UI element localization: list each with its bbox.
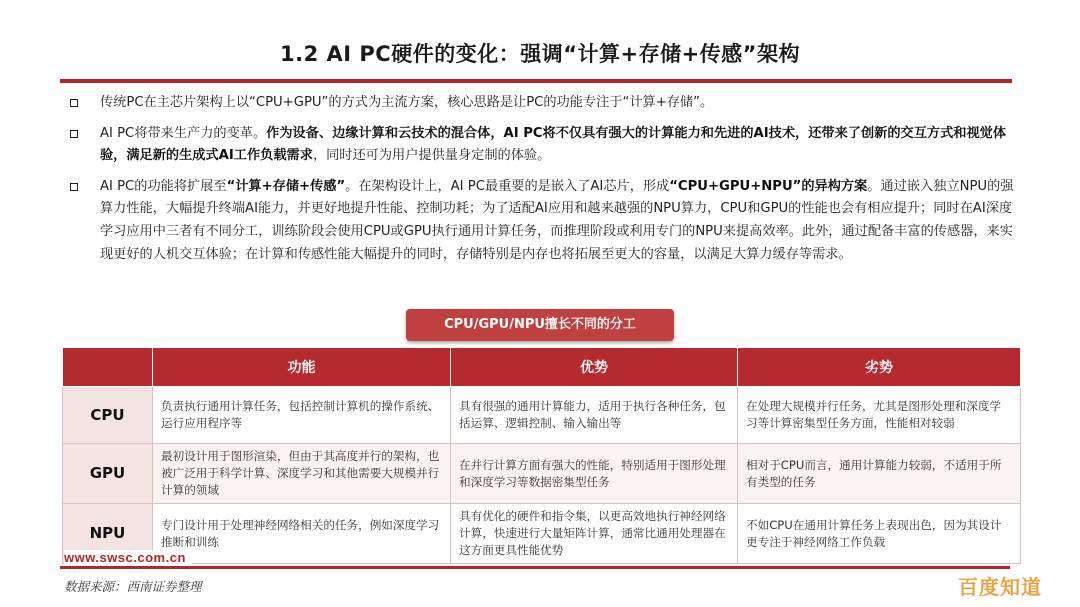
title-divider <box>60 79 1012 83</box>
page-title: 1.2 AI PC硬件的变化：强调“计算+存储+传感”架构 <box>280 42 800 66</box>
bullet-text <box>100 179 1013 262</box>
square-bullet-icon <box>70 130 78 138</box>
header-disadvantage: 劣势 <box>738 348 1021 387</box>
table-row <box>63 387 1021 444</box>
bullet-segment-bold: “计算+存储+传感” <box>226 178 346 194</box>
bullet-segment: AI PC将带来生产力的变革。 <box>100 125 267 141</box>
table-header-row <box>63 348 1021 387</box>
table-row <box>63 504 1021 564</box>
disadvantage-cell: 不如CPU在通用计算任务上表现出色，因为其设计更专注于神经网络工作负载 <box>738 504 1021 564</box>
bullet-segment: ，同时还可为用户提供量身定制的体验。 <box>312 148 551 164</box>
watermark-logo: 百度知道 <box>958 575 1042 599</box>
advantage-cell: 具有优化的硬件和指令集，以更高效地执行神经网络计算，快速进行大量矩阵计算，通常比通用处理器在这方面更具性能优势 <box>451 504 738 564</box>
square-bullet-icon <box>70 183 78 191</box>
header-function: 功能 <box>153 348 451 387</box>
bullet-text <box>100 95 713 110</box>
data-source-note: 数据来源：西南证券整理 <box>64 579 202 594</box>
bullet-segment: 。在架构设计上，AI PC最重要的是嵌入了AI芯片，形成 <box>345 178 670 194</box>
function-cell: 最初设计用于图形渲染，但由于其高度并行的架构，也被广泛用于科学计算、深度学习和其他需要大规模并行计算的领域 <box>153 444 451 504</box>
disadvantage-cell: 相对于CPU而言，通用计算能力较弱，不适用于所有类型的任务 <box>738 444 1021 504</box>
function-cell: 专门设计用于处理神经网络相关的任务，例如深度学习推断和训练 <box>153 504 451 564</box>
function-cell: 负责执行通用计算任务，包括控制计算机的操作系统、运行应用程序等 <box>153 387 451 444</box>
bullet-text <box>100 126 1006 164</box>
square-bullet-icon <box>70 99 78 107</box>
bullet-item <box>68 123 1018 168</box>
footer-url: www.swsc.com.cn <box>64 550 192 565</box>
bullet-segment-bold: 作为设备、边缘计算和云技术的混合体，AI PC将不仅具有强大的计算能力和先进的AI技术，还带来了创新的交互方式和视觉体验，满足新的生成式AI工作负载需求 <box>100 125 1007 164</box>
advantage-cell: 具有很强的通用计算能力，适用于执行各种任务，包括运算、逻辑控制、输入输出等 <box>451 387 738 444</box>
table-row <box>63 444 1021 504</box>
advantage-cell: 在并行计算方面有强大的性能，特别适用于图形处理和深度学习等数据密集型任务 <box>451 444 738 504</box>
header-corner <box>63 348 153 387</box>
bullet-item <box>68 176 1018 266</box>
header-advantage: 优势 <box>451 348 738 387</box>
bullet-list <box>68 92 1018 274</box>
bullet-item <box>68 92 1018 115</box>
row-label: GPU <box>63 444 153 504</box>
table-caption: CPU/GPU/NPU擅长不同的分工 <box>406 309 674 341</box>
comparison-table <box>62 347 1021 564</box>
bullet-segment-bold: “CPU+GPU+NPU”的异构方案 <box>669 178 868 194</box>
row-label: CPU <box>63 387 153 444</box>
bullet-segment: AI PC的功能将扩展至 <box>100 178 227 194</box>
row-label: NPU <box>63 504 153 564</box>
footer-divider <box>60 566 1010 569</box>
bullet-segment: 。通过嵌入独立NPU的强算力性能，大幅提升终端AI能力，并更好地提升性能、控制功耗；为了适配AI应用和越来越强的NPU算力，CPU和GPU的性能也会有相应提升；同时在AI深度学习应用中三者有不同分工，训练阶段会使用CPU或GPU执行通用计算任务，而推理阶段或利用专门的NPU来提高效率。此外，通过配备丰富的传感器，来实现更好的人机交互体验；在计算和传感性能大幅提升的同时，存储特别是内存也将拓展至更大的容量，以满足大算力缓存等需求。 <box>100 178 1014 262</box>
disadvantage-cell: 在处理大规模并行任务，尤其是图形处理和深度学习等计算密集型任务方面，性能相对较弱 <box>738 387 1021 444</box>
bullet-segment: 传统PC在主芯片架构上以“CPU+GPU”的方式为主流方案，核心思路是让PC的功能专注于“计算+存储”。 <box>100 95 714 110</box>
